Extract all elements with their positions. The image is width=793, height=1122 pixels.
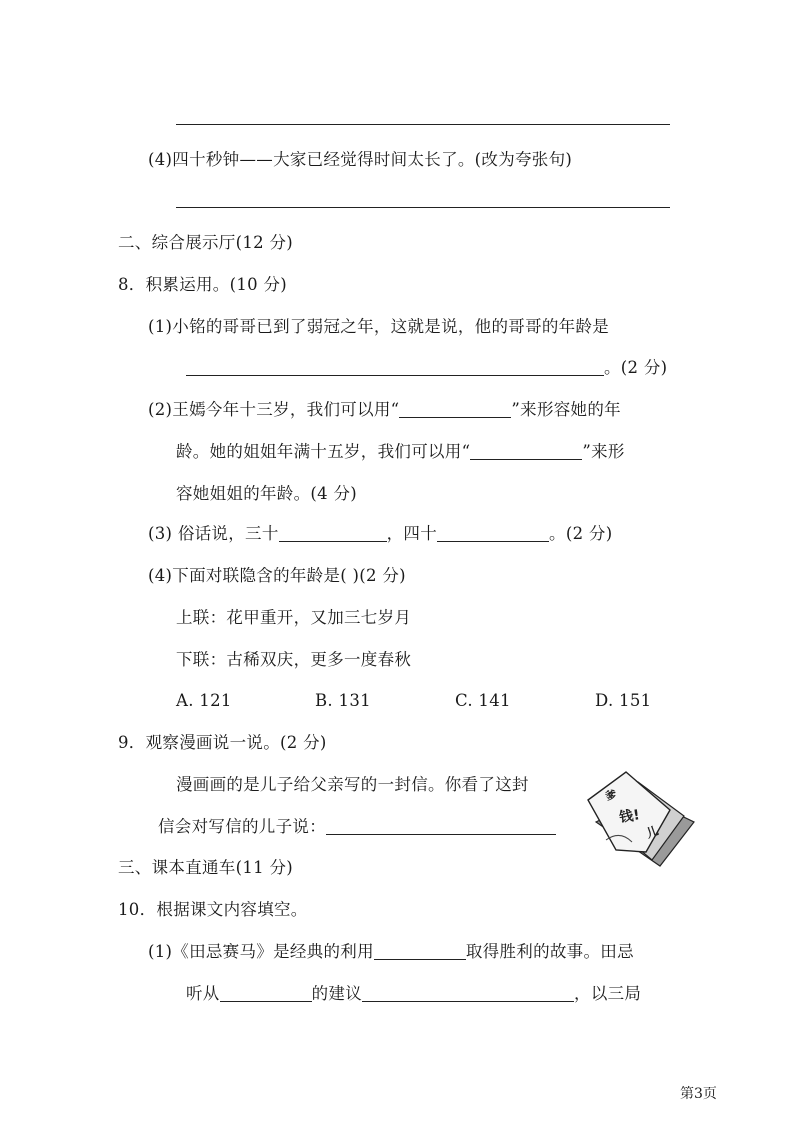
svg-text:儿: 儿 [644, 823, 661, 841]
text: 的建议 [311, 984, 363, 1003]
text: (2)王嫣今年十三岁，我们可以用“ [148, 400, 400, 419]
answer-blank[interactable] [437, 525, 549, 542]
text: ，以三局 [574, 984, 642, 1003]
question-9-answer-line [158, 815, 556, 839]
option-a[interactable]: A. 121 [176, 691, 232, 710]
question-10: 10．根据课文内容填空。 [118, 900, 308, 919]
question-9-text: 漫画画的是儿子给父亲写的一封信。你看了这封 [176, 775, 529, 794]
answer-blank[interactable] [470, 443, 582, 460]
question-8-3 [148, 522, 612, 546]
question-8-2-line-1 [148, 398, 621, 422]
text: 听从 [186, 984, 220, 1003]
answer-blank[interactable] [326, 818, 556, 835]
text: ”来形容她的年 [511, 400, 621, 419]
couplet-upper: 上联：花甲重开，又加三七岁月 [176, 608, 412, 627]
answer-blank[interactable] [399, 401, 511, 418]
text: 龄。她的姐姐年满十五岁，我们可以用“ [176, 442, 471, 461]
svg-text:钱!: 钱! [618, 807, 641, 826]
question-10-1-line-1 [148, 940, 634, 964]
points-label: 。(2 分) [604, 358, 668, 377]
answer-blank[interactable] [279, 525, 387, 542]
answer-blank[interactable] [362, 985, 574, 1002]
question-8-2-line-3: 容她姐姐的年龄。(4 分) [176, 484, 358, 503]
question-8-2-line-2 [176, 440, 625, 464]
question-10-1-line-2 [186, 982, 641, 1006]
answer-blank[interactable] [374, 943, 466, 960]
answer-line[interactable] [176, 124, 670, 125]
question-8-1: (1)小铭的哥哥已到了弱冠之年，这就是说，他的哥哥的年龄是 [148, 317, 610, 336]
question-7-4: (4)四十秒钟——大家已经觉得时间太长了。(改为夸张句) [148, 150, 573, 169]
couplet-lower: 下联：古稀双庆，更多一度春秋 [176, 650, 412, 669]
question-8-1-blank-line [186, 356, 667, 380]
answer-line[interactable] [176, 207, 670, 208]
section-heading-3: 三、课本直通车(11 分) [118, 858, 294, 877]
cartoon-letter-image [586, 770, 698, 870]
svg-text:爹: 爹 [604, 788, 618, 803]
option-b[interactable]: B. 131 [315, 691, 371, 710]
page-number: 第3页 [680, 1086, 717, 1102]
text: (3) 俗话说，三十 [148, 524, 279, 543]
answer-blank[interactable] [186, 359, 604, 376]
question-8: 8．积累运用。(10 分) [118, 275, 288, 294]
section-heading-2: 二、综合展示厅(12 分) [118, 233, 294, 252]
question-8-4: (4)下面对联隐含的年龄是( )(2 分) [148, 566, 406, 585]
answer-blank[interactable] [220, 985, 312, 1002]
text: ”来形 [582, 442, 625, 461]
option-d[interactable]: D. 151 [595, 691, 652, 710]
text: 取得胜利的故事。田忌 [465, 942, 634, 961]
text: ，四十 [386, 524, 438, 543]
text: 信会对写信的儿子说： [158, 817, 326, 836]
question-9: 9．观察漫画说一说。(2 分) [118, 733, 327, 752]
text: 。(2 分) [549, 524, 613, 543]
text: (1)《田忌赛马》是经典的利用 [148, 942, 374, 961]
option-c[interactable]: C. 141 [455, 691, 511, 710]
